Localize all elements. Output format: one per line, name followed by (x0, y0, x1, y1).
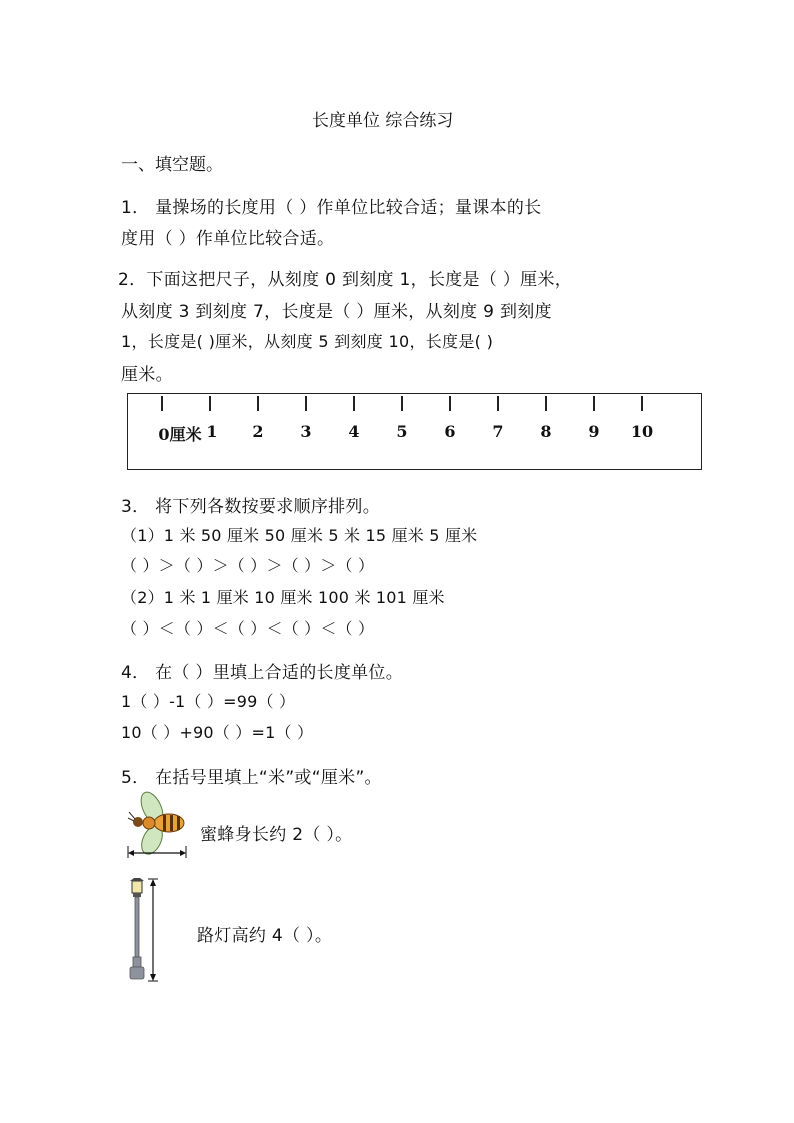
ruler-label: 7 (492, 422, 504, 441)
question-2-line-4: 厘米。 (121, 365, 173, 385)
ruler-label: 10 (630, 422, 654, 441)
bee-illustration (125, 788, 189, 860)
question-3-part-1: （1）1 米 50 厘米 50 厘米 5 米 15 厘米 5 厘米 (121, 526, 478, 545)
ruler-label: 4 (348, 422, 360, 441)
question-2-line-3: 1，长度是( )厘米，从刻度 5 到刻度 10，长度是( ) (121, 332, 494, 351)
question-5-stem: 5． 在括号里填上“米”或“厘米”。 (121, 768, 382, 788)
question-2-line-1: 2．下面这把尺子，从刻度 0 到刻度 1，长度是（ ）厘米， (118, 270, 573, 290)
ruler-label: 9 (588, 422, 600, 441)
street-lamp-illustration (124, 878, 164, 982)
section-heading: 一、填空题。 (121, 155, 223, 175)
lamp-question: 路灯高约 4（ ）。 (197, 926, 333, 946)
ruler-label: 1 (206, 422, 218, 441)
ruler-tick (641, 396, 643, 411)
ruler-label: 2 (252, 422, 264, 441)
bee-question: 蜜蜂身长约 2（ ）。 (200, 825, 353, 845)
ruler-tick (401, 396, 403, 411)
question-3-stem: 3． 将下列各数按要求顺序排列。 (121, 497, 381, 517)
question-4-line-1: 1（ ）-1（ ）=99（ ） (121, 692, 296, 711)
page-title: 长度单位 综合练习 (312, 111, 454, 131)
ruler-label: 8 (540, 422, 552, 441)
ruler-tick (353, 396, 355, 411)
ruler-tick (593, 396, 595, 411)
question-1-line-1: 1． 量操场的长度用（ ）作单位比较合适；量课本的长 (121, 198, 542, 218)
question-4-stem: 4． 在（ ）里填上合适的长度单位。 (121, 663, 404, 683)
ruler-tick (257, 396, 259, 411)
ruler-tick (161, 396, 163, 411)
ruler-label: 0厘米 (158, 425, 202, 444)
question-3-part-1-blanks: （ ）＞（ ）＞（ ）＞（ ）＞（ ） (121, 556, 375, 575)
ruler-tick (305, 396, 307, 411)
question-4-line-2: 10（ ）+90（ ）=1（ ） (121, 723, 314, 742)
question-2-line-2: 从刻度 3 到刻度 7，长度是（ ）厘米，从刻度 9 到刻度 (121, 302, 552, 322)
question-3-part-2: （2）1 米 1 厘米 10 厘米 100 米 101 厘米 (121, 588, 445, 607)
ruler-tick (545, 396, 547, 411)
question-3-part-2-blanks: （ ）＜（ ）＜（ ）＜（ ）＜（ ） (121, 619, 375, 638)
ruler-label: 6 (444, 422, 456, 441)
ruler-tick (449, 396, 451, 411)
ruler-label: 5 (396, 422, 408, 441)
ruler-label: 3 (300, 422, 312, 441)
ruler (127, 393, 702, 470)
ruler-tick (209, 396, 211, 411)
question-1-line-2: 度用（ ）作单位比较合适。 (121, 229, 335, 249)
ruler-tick (497, 396, 499, 411)
